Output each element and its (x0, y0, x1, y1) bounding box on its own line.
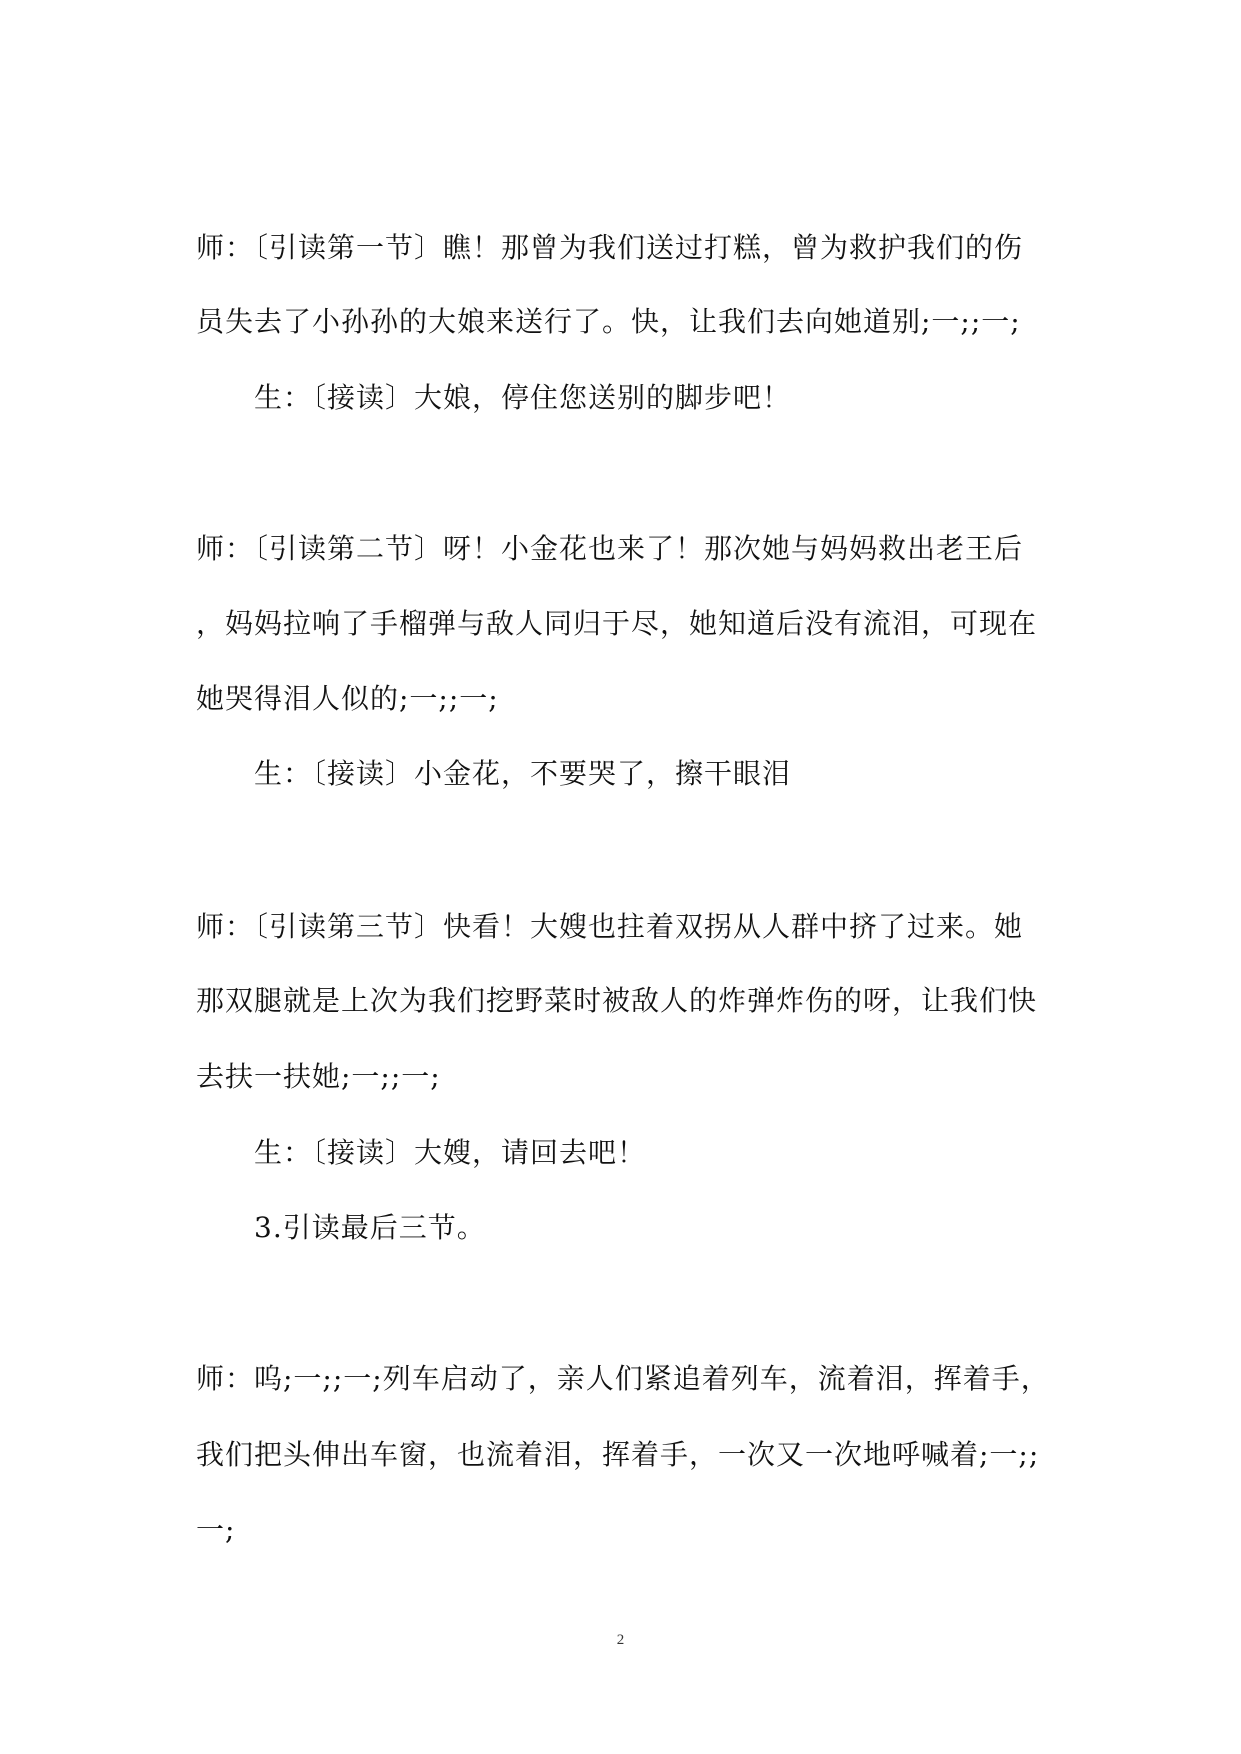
paragraph-line: 我们把头伸出车窗，也流着泪，挥着手，一次又一次地呼喊着;一;; (196, 1438, 1040, 1471)
paragraph-line: 去扶一扶她;一;;一; (196, 1060, 441, 1093)
paragraph-line: 一; (196, 1513, 236, 1546)
paragraph-line: 员失去了小孙孙的大娘来送行了。快，让我们去向她道别;一;;一; (196, 305, 1021, 338)
paragraph-line: 生：〔接读〕小金花，不要哭了，擦干眼泪 (254, 757, 792, 790)
paragraph-line: 生：〔接读〕大嫂，请回去吧！ (254, 1136, 647, 1169)
page-number: 2 (616, 1632, 625, 1648)
paragraph-line: 师：呜;一;;一;列车启动了，亲人们紧追着列车，流着泪，挥着手， (196, 1362, 1050, 1395)
paragraph-line: 师：〔引读第三节〕快看！大嫂也拄着双拐从人群中挤了过来。她 (196, 910, 1024, 943)
paragraph-line: 那双腿就是上次为我们挖野菜时被敌人的炸弹炸伤的呀，让我们快 (196, 984, 1038, 1017)
paragraph-line: 她哭得泪人似的;一;;一; (196, 682, 499, 715)
paragraph-line: ，妈妈拉响了手榴弹与敌人同归于尽，她知道后没有流泪，可现在 (196, 607, 1038, 640)
paragraph-line: 师：〔引读第一节〕瞧！那曾为我们送过打糕，曾为救护我们的伤 (196, 231, 1024, 264)
paragraph-line: 师：〔引读第二节〕呀！小金花也来了！那次她与妈妈救出老王后 (196, 532, 1024, 565)
section-heading: 3.引读最后三节。 (254, 1211, 486, 1244)
paragraph-line: 生：〔接读〕大娘，停住您送别的脚步吧！ (254, 381, 792, 414)
